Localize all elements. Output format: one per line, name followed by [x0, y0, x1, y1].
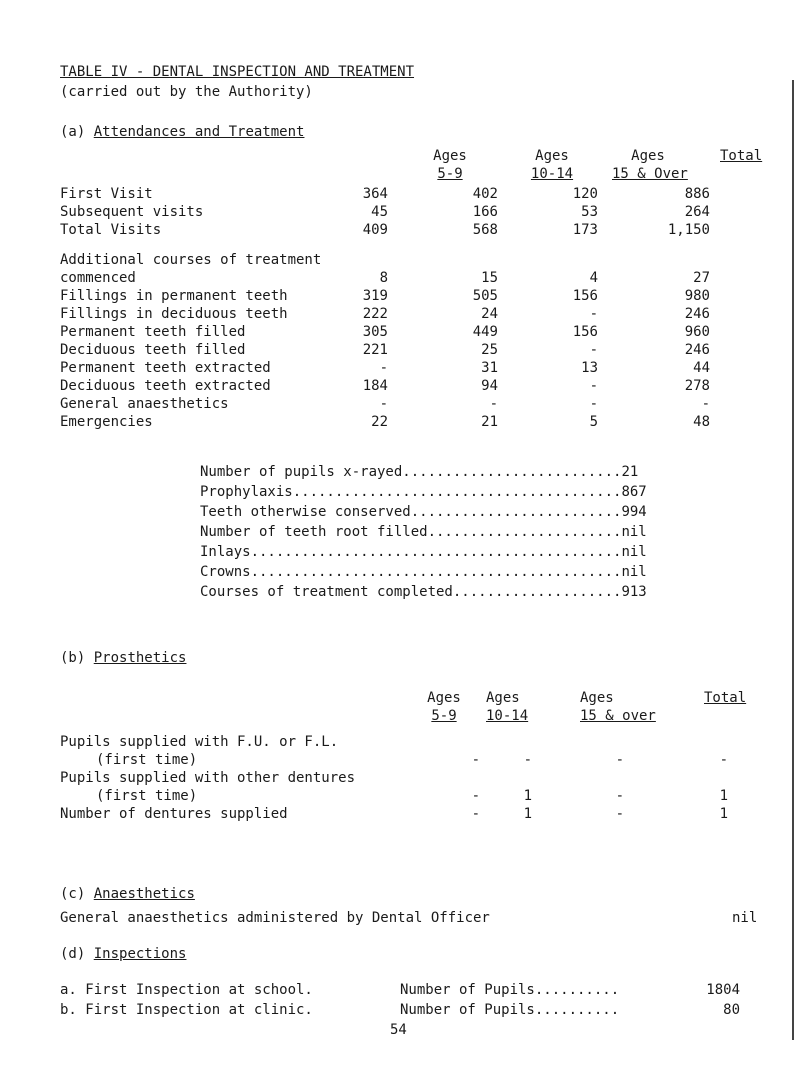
row-value-3: - — [589, 396, 598, 412]
col-header-a-1-top: Ages — [433, 148, 467, 164]
row-value-3: - — [589, 306, 598, 322]
inspection-label: a. First Inspection at school. — [60, 982, 313, 998]
section-c-prefix: (c) — [60, 886, 86, 902]
section-b-title: Prosthetics — [93, 650, 187, 666]
row-value-4: 278 — [684, 378, 710, 394]
section-a-heading — [60, 124, 304, 140]
dot-leader: ......................... — [410, 504, 622, 520]
row-value-2: 568 — [472, 222, 498, 238]
col-header-b-3-bottom: 15 & over — [580, 708, 656, 724]
inspection-row — [0, 982, 800, 1000]
row-value-1: 22 — [371, 414, 388, 430]
col-header-b-2-bottom: 10-14 — [486, 708, 529, 724]
table-subtitle: (carried out by the Authority) — [60, 84, 313, 100]
row-value-2: 402 — [472, 186, 498, 202]
row-value-3: 4 — [589, 270, 598, 286]
row-value-3: - — [615, 806, 624, 822]
inspection-middle — [400, 1002, 619, 1018]
summary-value: nil — [621, 544, 647, 560]
table-row — [0, 396, 800, 414]
row-value-1: 409 — [362, 222, 388, 238]
inspection-label: b. First Inspection at clinic. — [60, 1002, 313, 1018]
row-value-1: - — [471, 806, 480, 822]
row-value-3: - — [615, 752, 624, 768]
table-row — [0, 378, 800, 396]
row-value-3: - — [589, 378, 598, 394]
row-value-1: - — [379, 396, 388, 412]
row-value-3: - — [589, 342, 598, 358]
row-value-3: - — [615, 788, 624, 804]
col-header-a-2-bottom: 10-14 — [530, 166, 574, 182]
row-label: Fillings in permanent teeth — [60, 288, 288, 304]
row-value-2: 25 — [481, 342, 498, 358]
row-value-3: 156 — [572, 288, 598, 304]
summary-label: Number of pupils x-rayed — [200, 464, 403, 480]
row-value-4: 264 — [684, 204, 710, 220]
row-label: Number of dentures supplied — [60, 806, 288, 822]
row-value-3: 156 — [572, 324, 598, 340]
summary-value: nil — [621, 524, 647, 540]
section-c-title: Anaesthetics — [93, 886, 195, 902]
row-value-2: - — [523, 752, 532, 768]
summary-line — [200, 484, 647, 500]
row-value-4: - — [719, 752, 728, 768]
row-value-4: 1,150 — [667, 222, 710, 238]
col-header-b-1-bottom: 5-9 — [431, 708, 457, 724]
row-value-1: - — [471, 788, 480, 804]
summary-value: nil — [621, 564, 647, 580]
col-header-a-2-top: Ages — [535, 148, 569, 164]
row-value-3: 13 — [581, 360, 598, 376]
row-value-2: 31 — [481, 360, 498, 376]
row-label: commenced — [60, 270, 136, 286]
row-value-2: 166 — [472, 204, 498, 220]
col-header-a-3-top: Ages — [631, 148, 665, 164]
row-label: Additional courses of treatment — [60, 252, 322, 268]
table-row — [0, 414, 800, 432]
summary-line — [200, 464, 638, 480]
table-row — [0, 186, 800, 204]
dot-leader: ....................... — [427, 524, 622, 540]
col-header-b-3-top: Ages — [580, 690, 614, 706]
table-row — [0, 342, 800, 360]
row-label: (first time) — [96, 752, 198, 768]
row-label: Pupils supplied with other dentures — [60, 770, 356, 786]
summary-line — [200, 564, 647, 580]
row-value-4: - — [701, 396, 710, 412]
section-c-label: General anaesthetics administered by Dental Officer — [60, 910, 490, 926]
row-label: Subsequent visits — [60, 204, 204, 220]
table-row — [0, 806, 800, 824]
table-row — [0, 752, 800, 770]
row-value-4: 27 — [693, 270, 710, 286]
row-value-1: 8 — [379, 270, 388, 286]
inspection-value: 1804 — [706, 982, 740, 998]
row-value-4: 246 — [684, 342, 710, 358]
inspection-middle — [400, 982, 619, 998]
dot-leader: ....................................... — [292, 484, 622, 500]
row-value-4: 1 — [719, 788, 728, 804]
summary-value: 913 — [621, 584, 647, 600]
summary-value: 21 — [621, 464, 639, 480]
summary-line — [200, 544, 647, 560]
table-row — [0, 324, 800, 342]
dot-leader: .......................... — [402, 464, 622, 480]
summary-label: Prophylaxis — [200, 484, 293, 500]
row-value-1: 221 — [362, 342, 388, 358]
dot-leader: .................... — [452, 584, 622, 600]
inspection-middle-text: Number of Pupils — [400, 982, 535, 998]
row-label: Emergencies — [60, 414, 153, 430]
row-value-2: - — [489, 396, 498, 412]
row-value-1: 184 — [362, 378, 388, 394]
section-c-value: nil — [732, 910, 758, 926]
row-value-1: 319 — [362, 288, 388, 304]
table-title: TABLE IV - DENTAL INSPECTION AND TREATMENT — [60, 64, 415, 80]
table-row — [0, 222, 800, 240]
col-header-a-1-bottom: 5-9 — [437, 166, 463, 182]
row-label: Deciduous teeth filled — [60, 342, 246, 358]
summary-label: Teeth otherwise conserved — [200, 504, 411, 520]
row-value-2: 24 — [481, 306, 498, 322]
table-row — [0, 252, 800, 270]
row-value-4: 246 — [684, 306, 710, 322]
summary-label: Courses of treatment completed — [200, 584, 453, 600]
row-label: Pupils supplied with F.U. or F.L. — [60, 734, 339, 750]
row-label: Fillings in deciduous teeth — [60, 306, 288, 322]
row-value-3: 173 — [572, 222, 598, 238]
row-value-3: 53 — [581, 204, 598, 220]
section-b-heading — [60, 650, 186, 666]
dot-leader: .......... — [534, 1002, 620, 1018]
table-row — [0, 360, 800, 378]
col-header-a-total: Total — [720, 148, 763, 164]
row-label: Deciduous teeth extracted — [60, 378, 271, 394]
row-label: Permanent teeth extracted — [60, 360, 271, 376]
row-label: Permanent teeth filled — [60, 324, 246, 340]
summary-label: Number of teeth root filled — [200, 524, 428, 540]
row-value-1: 45 — [371, 204, 388, 220]
row-label: General anaesthetics — [60, 396, 229, 412]
row-label: (first time) — [96, 788, 198, 804]
summary-label: Crowns — [200, 564, 251, 580]
table-row — [0, 770, 800, 788]
section-c-heading — [60, 886, 195, 902]
row-label: First Visit — [60, 186, 153, 202]
row-value-3: 120 — [572, 186, 598, 202]
row-value-4: 48 — [693, 414, 710, 430]
section-b-prefix: (b) — [60, 650, 86, 666]
section-d-prefix: (d) — [60, 946, 86, 962]
dot-leader: .......... — [534, 982, 620, 998]
col-header-b-1-top: Ages — [427, 690, 461, 706]
table-row — [0, 306, 800, 324]
row-value-2: 21 — [481, 414, 498, 430]
row-value-2: 449 — [472, 324, 498, 340]
inspection-middle-text: Number of Pupils — [400, 1002, 535, 1018]
row-label: Total Visits — [60, 222, 162, 238]
inspection-row — [0, 1002, 800, 1020]
inspection-value: 80 — [723, 1002, 740, 1018]
row-value-4: 1 — [719, 806, 728, 822]
row-value-1: - — [471, 752, 480, 768]
row-value-2: 505 — [472, 288, 498, 304]
col-header-a-3-bottom: 15 & Over — [612, 166, 688, 182]
row-value-1: 364 — [362, 186, 388, 202]
row-value-1: 305 — [362, 324, 388, 340]
summary-line — [200, 584, 647, 600]
row-value-4: 980 — [684, 288, 710, 304]
summary-value: 994 — [621, 504, 647, 520]
section-d-heading — [60, 946, 186, 962]
row-value-2: 1 — [523, 788, 532, 804]
table-row — [0, 734, 800, 752]
row-value-4: 960 — [684, 324, 710, 340]
summary-line — [200, 504, 647, 520]
row-value-4: 886 — [684, 186, 710, 202]
table-row — [0, 788, 800, 806]
dot-leader: ............................................ — [250, 564, 622, 580]
col-header-b-2-top: Ages — [486, 690, 520, 706]
dot-leader: ............................................ — [250, 544, 622, 560]
row-value-2: 94 — [481, 378, 498, 394]
table-row — [0, 204, 800, 222]
section-a-title: Attendances and Treatment — [93, 124, 305, 140]
section-d-title: Inspections — [93, 946, 187, 962]
row-value-1: 222 — [362, 306, 388, 322]
row-value-2: 15 — [481, 270, 498, 286]
summary-label: Inlays — [200, 544, 251, 560]
summary-value: 867 — [621, 484, 647, 500]
page-number: 54 — [390, 1022, 407, 1038]
row-value-4: 44 — [693, 360, 710, 376]
row-value-2: 1 — [523, 806, 532, 822]
table-row — [0, 270, 800, 288]
row-value-1: - — [379, 360, 388, 376]
row-value-3: 5 — [589, 414, 598, 430]
section-a-prefix: (a) — [60, 124, 86, 140]
summary-line — [200, 524, 647, 540]
table-row — [0, 288, 800, 306]
col-header-b-total: Total — [704, 690, 747, 706]
